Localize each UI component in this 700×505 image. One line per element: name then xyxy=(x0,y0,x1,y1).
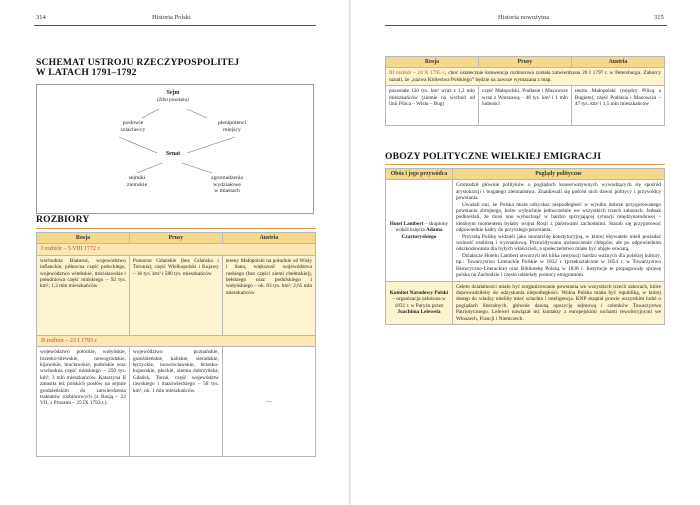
p3-header-prusy: Prusy xyxy=(478,57,571,68)
obozy-rule xyxy=(385,164,665,165)
camps-header-camp: Obóz i jego przywódca xyxy=(386,169,453,180)
partition-3-date: III rozbiór – 24 X 1795 r. xyxy=(389,70,446,77)
emigration-camps-table xyxy=(385,168,665,325)
right-page-number: 315 xyxy=(654,14,664,21)
rozbiory-title: ROZBIORY xyxy=(36,214,90,225)
partitions-table xyxy=(36,232,316,457)
hotel-lambert-views: Gromadził głównie polityków o poglądach konserwatywnych wywodzących się spośród arystokracji i bogatego ziemiaństwa. Znaidowali się pośród nich dawni politycy i przywódcy powstania. Uważali oni, że Polska może odzyskać niepodległość w wyniku dobrze przygotowanego powstania zbrojnego, które wybuchnie jednocześnie we wszystkich trzech zaborach. Jednak podkreślali, że musi ono wybuchnąć w bardzo sprzyjającej sytuacji międzynarodowej – idealnym momentem byłaby wojna Rosji z państwami zachodnimi. Starali się przygotować odpowiednie kadry do przyszłego powstania. Przyszłą Polskę widzieli jako monarchię konstytucyjną, w której obywatele mieli posiadać wolność osobistą i wyznaniową. Przewidywano uwłaszczenie chłopów, ale po odpowiednim odszkodowaniu dla byłych właścicieli, a społeczeństwo miało być objęte oświatą. Działacze Hotelu Lambert utworzyli też kilka instytucji bardzo ważnych dla polskiej kultury, np.: Towarzystwo Literackie Polskie w 1832 r. (przekształcone w 1854 r. w Towarzystwo Historyczno-Literackie) oraz Bibliotekę Polską w 1838 r. Instytucje te propagowały sprawę polską na Zachodzie i często udzielały pomocy emigrantom. xyxy=(452,180,664,281)
rozbiory-rule xyxy=(36,228,316,229)
right-header-rule xyxy=(385,25,667,26)
partition-2-rosja: województwo połockie, wołyńskie, brzesko-litewskie, nowogródzkie, kijowskie, bracławskie, podolskie oraz wschodnia część mińskiego – 250 tys. km²; 3 mln mieszkańców. Katarzyna II zmusiła też polskich posłów na sejmie grodzieńskim do zatwierdzenia traktatów rozbiorowych (z Rosją – 22 VII, z Prusami – 25 IX 1793 r.). xyxy=(37,347,130,457)
partition-1-bar: I rozbiór – 5 VIII 1772 r. xyxy=(37,244,316,255)
diagram-sejmiki: sejmiki ziemskie xyxy=(126,175,148,188)
left-header-rule xyxy=(34,25,316,26)
partition-1-prusy: Pomorze Gdańskie (bez Gdańska i Torunia), część Wielkopolski i Kujawy – 36 tys. km² i 580 tys. mieszkańców xyxy=(129,255,222,335)
camps-header-views: Poglądy polityczne xyxy=(452,169,664,180)
hotel-lambert-label: Hotel Lambert – skupiony wokół księcia Adama Czartoryskiego xyxy=(386,180,453,281)
obozy-title: OBOZY POLITYCZNE WIELKIEJ EMIGRACJI xyxy=(385,151,602,162)
left-running-head: Historia Polski xyxy=(152,14,191,21)
p3-header-austria: Austria xyxy=(571,57,664,68)
komitet-views: Celem działalności miało być zorganizowanie powstania we wszystkich trzech zaborach, które doprowadziłoby do odzyskania niepodległości. Wolna Polska miała być republiką, w której dostęp do władzy mieliby mieć szlachta i inteligencja. KNP skupiał prawie wszystkim ludzi o poglądach liberalnych, głównie dawną opozycję sejmową i członków Towarzystwa Patriotycznego. Lelewel nawiązał też kontakty z europejskimi ruchami rewolucyjnymi we Włoszech, Francji i Niemczech. xyxy=(452,281,664,324)
partition-3-table xyxy=(385,56,665,126)
diagram-plenipotenci: plenipotenci miejscy xyxy=(217,120,247,133)
right-running-head: Historia nowożytna xyxy=(498,14,550,21)
diagram-connectors xyxy=(37,85,315,215)
komitet-label: Komitet Narodowy Polski – organizacja założona w 1831 r. w Paryżu przez Joachima Lelewela xyxy=(386,281,453,324)
right-page xyxy=(351,0,700,505)
partition-3-note: , choć ostatecznie konwencja rozbiorowa została zatwierdzona 26 I 1797 r. w Petersburgu. Zaborcy uznali, że „nazwa Królestwa Polskiego” będzie na zawsze wymazana z map. xyxy=(389,70,661,83)
partition-2-prusy: województwo poznańskie, gnieźnieńskie, kaliskie, sieradzkie, łęczyckie, inowrocławskie, brzesko-kujawskie, płockie, ziemia dobrzyńska, Gdańsk, Toruń, część województw rawskiego i mazowieckiego – 58 tys. km²; ok. 1 mln mieszkańców. xyxy=(129,347,222,457)
schema-title-line2: W LATACH 1791–1792 xyxy=(36,67,137,78)
constitution-diagram xyxy=(36,84,314,214)
left-page-number: 314 xyxy=(36,14,46,21)
partition-2-austria: — xyxy=(222,347,315,457)
partition-3-rosja: pozostałe 120 tys. km² wraz z 1,2 mln mieszkańców (ziemie na wschód od linii Pilica – Wisła – Bug) xyxy=(386,86,479,126)
col-header-rosja: Rosja xyxy=(37,233,130,244)
left-page xyxy=(0,0,349,505)
schema-title-line1: SCHEMAT USTROJU RZECZYPOSPOLITEJ xyxy=(36,57,240,68)
partition-2-bar: II rozbiór – 23 I 1793 r. xyxy=(37,335,316,346)
diagram-sejm: Sejm (Izba poselska) xyxy=(157,90,189,103)
diagram-poslowie: posłowie szlacheccy xyxy=(120,120,146,133)
partition-3-austria: reszta Małopolski (między Pilicą a Bugiem), część Podlasia i Mazowsza – 47 tys. km² i 1,5 mln mieszkańców xyxy=(571,86,664,126)
col-header-austria: Austria xyxy=(222,233,315,244)
partition-3-bar xyxy=(386,68,665,86)
partition-1-austria: tereny Małopolski na południe od Wisły i Sanu, większość województwa ruskiego (bez części ziemi chełmskiej), bełskiego oraz podolskiego i wołyńskiego – ok. 83 tys. km²; 2,65 mln mieszkańców xyxy=(222,255,315,335)
partition-1-rosja: wschodnia Białoruś, województwo inflanckie, północna część połockiego, województwo witebskie, mścisławskie i południowa część mińskiego – 92 tys. km²; 1,3 mln mieszkańców xyxy=(37,255,130,335)
diagram-zgromadzenia: zgromadzenia wydziałowe w miastach xyxy=(211,175,243,194)
col-header-prusy: Prusy xyxy=(129,233,222,244)
p3-header-rosja: Rosja xyxy=(386,57,479,68)
partition-3-prusy: część Małopolski, Podlasie i Mazowsze wraz z Warszawą – 48 tys. km² i 1 mln ludności xyxy=(478,86,571,126)
diagram-senat: Senat xyxy=(165,151,181,157)
